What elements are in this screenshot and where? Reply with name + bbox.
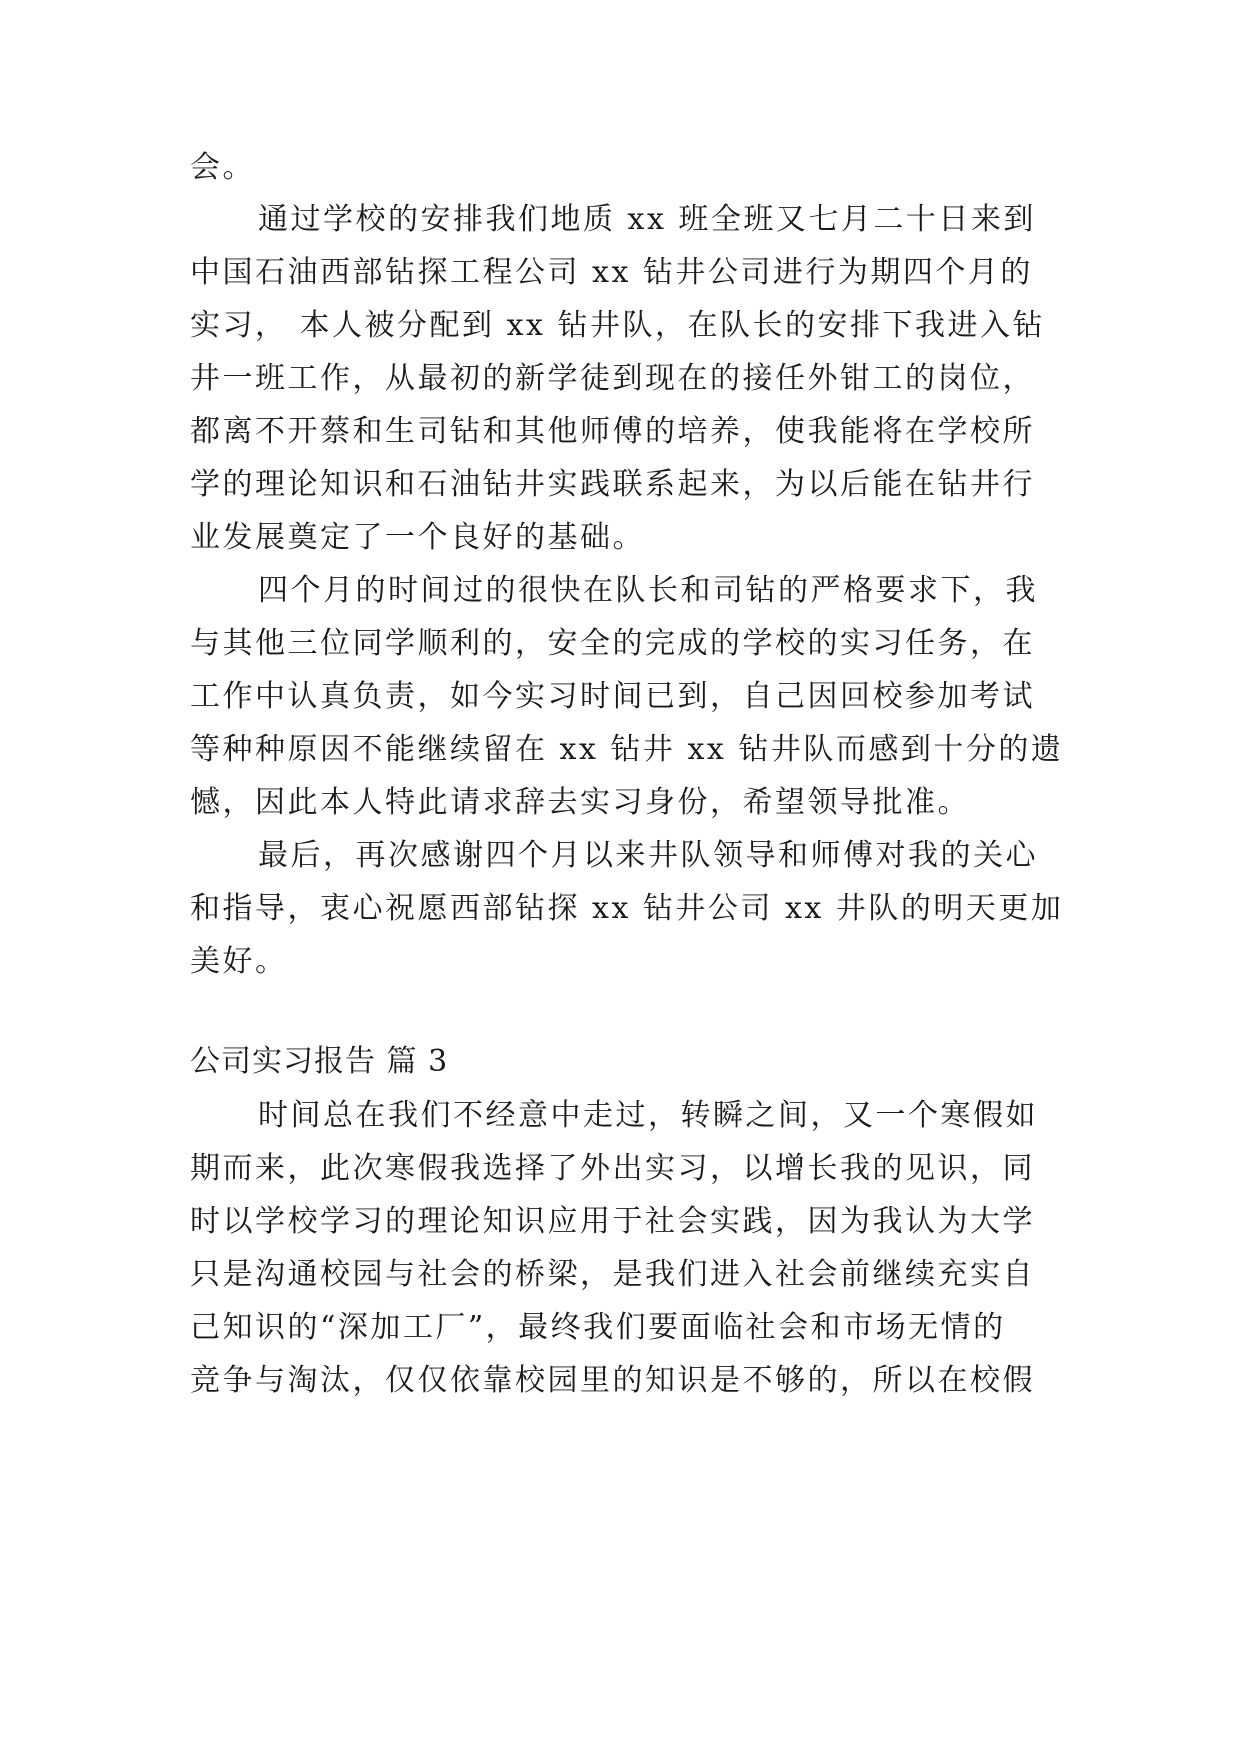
paragraph-line: 期而来，此次寒假我选择了外出实习，以增长我的见识，同 bbox=[190, 1151, 1035, 1186]
paragraph-line: 实习， 本人被分配到 xx 钻井队，在队长的安排下我进入钻 bbox=[190, 308, 1045, 343]
paragraph-line: 业发展奠定了一个良好的基础。 bbox=[190, 520, 645, 555]
paragraph-line: 美好。 bbox=[190, 944, 288, 979]
paragraph-line: 竞争与淘汰，仅仅依靠校园里的知识是不够的，所以在校假 bbox=[190, 1363, 1035, 1398]
paragraph-line: 憾，因此本人特此请求辞去实习身份，希望领导批准。 bbox=[190, 785, 970, 820]
paragraph-line: 工作中认真负责，如今实习时间已到，自己因回校参加考试 bbox=[190, 679, 1035, 714]
paragraph-line: 时间总在我们不经意中走过，转瞬之间，又一个寒假如 bbox=[258, 1098, 1038, 1133]
paragraph-line: 通过学校的安排我们地质 xx 班全班又七月二十日来到 bbox=[258, 202, 1036, 237]
paragraph-line: 等种种原因不能继续留在 xx 钻井 xx 钻井队而感到十分的遗 bbox=[190, 732, 1064, 767]
paragraph-line: 井一班工作，从最初的新学徒到现在的接任外钳工的岗位， bbox=[190, 361, 1035, 396]
paragraph-line: 会。 bbox=[190, 150, 255, 185]
paragraph-line: 最后，再次感谢四个月以来井队领导和师傅对我的关心 bbox=[258, 838, 1038, 873]
paragraph-line: 与其他三位同学顺利的，安全的完成的学校的实习任务，在 bbox=[190, 626, 1035, 661]
paragraph-line: 中国石油西部钻探工程公司 xx 钻井公司进行为期四个月的 bbox=[190, 255, 1033, 290]
paragraph-line: 四个月的时间过的很快在队长和司钻的严格要求下，我 bbox=[258, 573, 1038, 608]
paragraph-line: 都离不开蔡和生司钻和其他师傅的培养，使我能将在学校所 bbox=[190, 414, 1035, 449]
paragraph-line: 和指导，衷心祝愿西部钻探 xx 钻井公司 xx 井队的明天更加 bbox=[190, 891, 1064, 926]
paragraph-line: 己知识的“深加工厂”，最终我们要面临社会和市场无情的 bbox=[190, 1310, 1006, 1345]
paragraph-line: 只是沟通校园与社会的桥梁，是我们进入社会前继续充实自 bbox=[190, 1257, 1035, 1292]
paragraph-line: 学的理论知识和石油钻井实践联系起来，为以后能在钻井行 bbox=[190, 467, 1035, 502]
section-heading: 公司实习报告 篇 3 bbox=[190, 1044, 449, 1079]
paragraph-line: 时以学校学习的理论知识应用于社会实践，因为我认为大学 bbox=[190, 1204, 1035, 1239]
